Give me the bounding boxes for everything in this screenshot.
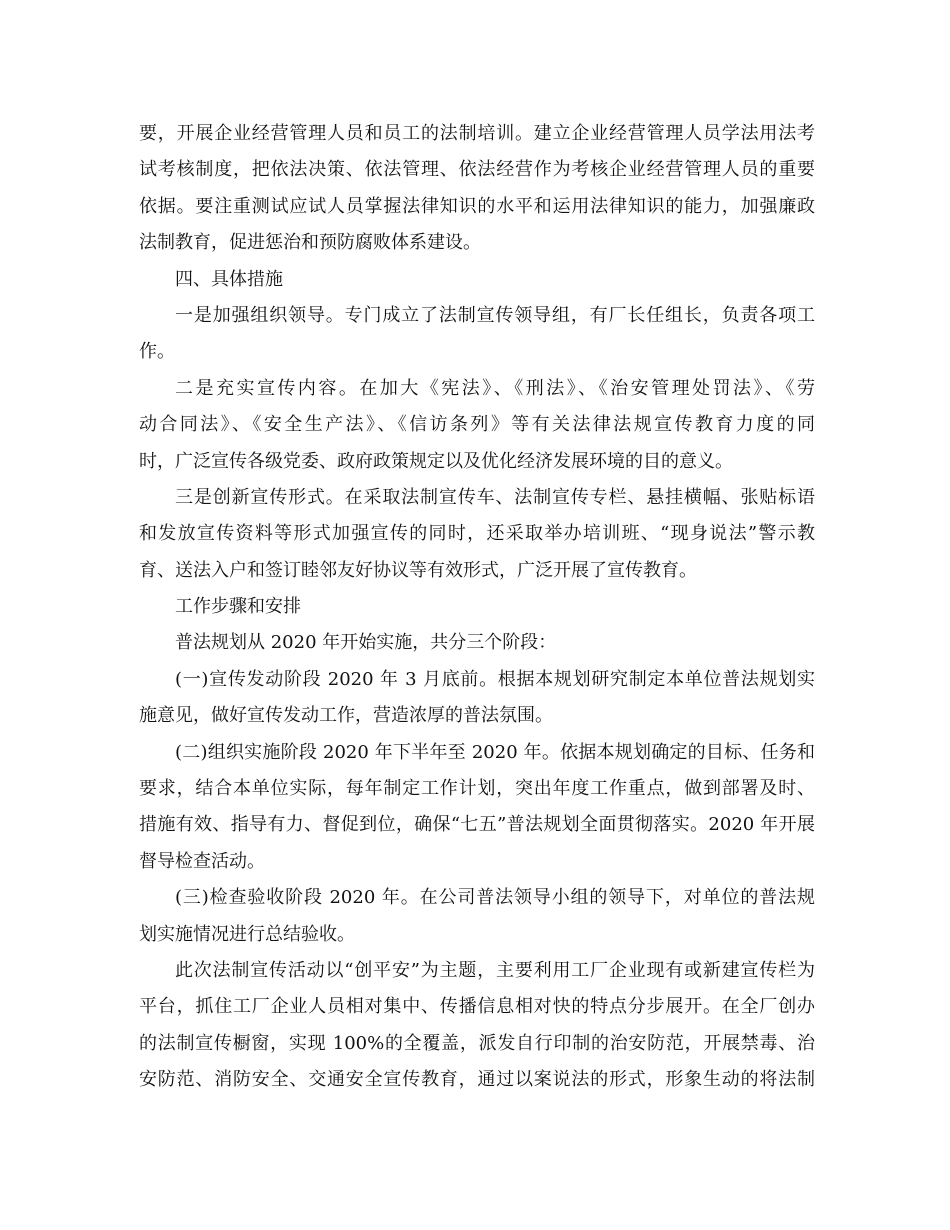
- text-line: 措施有效、指导有力、督促到位，确保“七五”普法规划全面贯彻落实。2020 年开展: [139, 814, 815, 836]
- section-heading: 工作步骤和安排: [175, 596, 301, 618]
- text-line: (二)组织实施阶段 2020 年下半年至 2020 年。依据本规划确定的目标、任务和: [175, 741, 815, 763]
- text-line: (三)检查验收阶段 2020 年。在公司普法领导小组的领导下，对单位的普法规: [175, 887, 815, 909]
- text-line: 法制教育，促进惩治和预防腐败体系建设。: [139, 232, 481, 254]
- text-line: 作。: [139, 341, 175, 363]
- text-line: 动合同法》、《安全生产法》、《信访条列》等有关法律法规宣传教育力度的同: [139, 414, 815, 436]
- text-line: 要求，结合本单位实际，每年制定工作计划，突出年度工作重点，做到部署及时、: [139, 778, 815, 800]
- text-line: 要，开展企业经营管理人员和员工的法制培训。建立企业经营管理人员学法用法考: [139, 123, 815, 144]
- text-line: 育、送法入户和签订睦邻友好协议等有效形式，广泛开展了宣传教育。: [139, 559, 697, 581]
- text-line: 普法规划从 2020 年开始实施，共分三个阶段：: [175, 632, 557, 654]
- text-line: 三是创新宣传形式。在采取法制宣传车、法制宣传专栏、悬挂横幅、张贴标语: [175, 486, 815, 508]
- text-line: 试考核制度，把依法决策、依法管理、依法经营作为考核企业经营管理人员的重要: [139, 159, 815, 181]
- text-line: 和发放宣传资料等形式加强宣传的同时，还采取举办培训班、“现身说法”警示教: [139, 523, 815, 545]
- text-line: (一)宣传发动阶段 2020 年 3 月底前。根据本规划研究制定本单位普法规划实: [175, 668, 815, 690]
- text-line: 此次法制宣传活动以“创平安”为主题，主要利用工厂企业现有或新建宣传栏为: [175, 959, 815, 981]
- text-line: 一是加强组织领导。专门成立了法制宣传领导组，有厂长任组长，负责各项工: [175, 304, 815, 326]
- text-line: 依据。要注重测试应试人员掌握法律知识的水平和运用法律知识的能力，加强廉政: [139, 195, 815, 217]
- text-line: 二是充实宣传内容。在加大《宪法》、《刑法》、《治安管理处罚法》、《劳: [175, 377, 815, 399]
- text-line: 督导检查活动。: [139, 850, 265, 872]
- text-line: 施意见，做好宣传发动工作，营造浓厚的普法氛围。: [139, 705, 553, 727]
- text-line: 时，广泛宣传各级党委、政府政策规定以及优化经济发展环境的目的意义。: [139, 450, 733, 472]
- text-line: 的法制宣传橱窗，实现 100%的全覆盖，派发自行印制的治安防范，开展禁毒、治: [139, 1032, 815, 1054]
- text-line: 划实施情况进行总结验收。: [139, 923, 355, 945]
- text-line: 平台，抓住工厂企业人员相对集中、传播信息相对快的特点分步展开。在全厂创办: [139, 996, 815, 1018]
- document-body: [139, 116, 815, 1099]
- section-heading: 四、具体措施: [175, 268, 283, 290]
- text-line: 安防范、消防安全、交通安全宣传教育，通过以案说法的形式，形象生动的将法制: [139, 1069, 815, 1091]
